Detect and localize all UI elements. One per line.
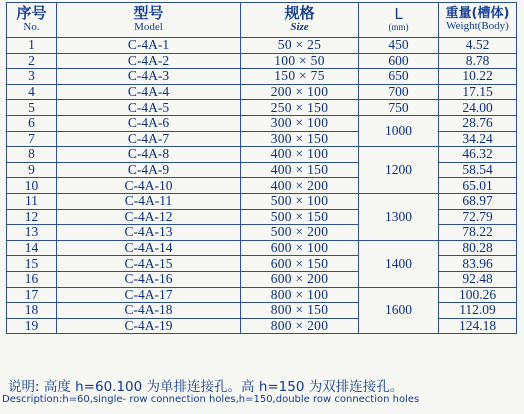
table-body — [7, 38, 517, 334]
header-length-unit: (mm) — [388, 22, 409, 33]
table-row — [7, 38, 517, 54]
table-row — [7, 178, 517, 194]
header-weight-zh: 重量(槽体) — [445, 6, 510, 22]
row-model: C-4A-17 — [57, 287, 241, 303]
header-weight-en: Weight(Body) — [446, 20, 509, 33]
header-size-en: Size — [290, 21, 309, 34]
row-size: 250 × 150 — [241, 100, 359, 116]
row-model: C-4A-10 — [57, 178, 241, 194]
row-index: 2 — [7, 53, 57, 69]
row-weight: 34.24 — [439, 131, 517, 147]
row-index: 17 — [7, 287, 57, 303]
row-size: 150 × 75 — [241, 69, 359, 85]
row-length: 700 — [359, 84, 439, 100]
row-weight: 124.18 — [439, 318, 517, 334]
table-row — [7, 147, 517, 163]
row-size: 800 × 150 — [241, 303, 359, 319]
row-size: 600 × 100 — [241, 240, 359, 256]
row-weight: 80.28 — [439, 240, 517, 256]
row-length: 450 — [359, 38, 439, 54]
row-size: 400 × 150 — [241, 162, 359, 178]
row-index: 3 — [7, 69, 57, 85]
row-index: 18 — [7, 303, 57, 319]
row-weight: 17.15 — [439, 84, 517, 100]
header-model-zh: 型号 — [133, 4, 164, 23]
row-index: 14 — [7, 240, 57, 256]
row-model: C-4A-18 — [57, 303, 241, 319]
row-weight: 4.52 — [439, 38, 517, 54]
row-model: C-4A-8 — [57, 147, 241, 163]
table-row — [7, 225, 517, 241]
header-size — [241, 3, 359, 38]
row-index: 11 — [7, 193, 57, 209]
row-size: 800 × 100 — [241, 287, 359, 303]
row-index: 15 — [7, 256, 57, 272]
row-model: C-4A-7 — [57, 131, 241, 147]
row-size: 600 × 200 — [241, 271, 359, 287]
row-size: 800 × 200 — [241, 318, 359, 334]
header-length — [359, 3, 439, 38]
row-size: 400 × 200 — [241, 178, 359, 194]
table-row — [7, 287, 517, 303]
row-model: C-4A-2 — [57, 53, 241, 69]
row-weight: 83.96 — [439, 256, 517, 272]
header-size-zh: 规格 — [284, 4, 315, 23]
row-model: C-4A-11 — [57, 193, 241, 209]
row-length: 650 — [359, 69, 439, 85]
row-weight: 24.00 — [439, 100, 517, 116]
table-row — [7, 240, 517, 256]
row-model: C-4A-9 — [57, 162, 241, 178]
row-weight: 72.79 — [439, 209, 517, 225]
table-row — [7, 69, 517, 85]
row-weight: 112.09 — [439, 303, 517, 319]
table-row — [7, 271, 517, 287]
row-index: 19 — [7, 318, 57, 334]
row-weight: 68.97 — [439, 193, 517, 209]
row-index: 10 — [7, 178, 57, 194]
table-row — [7, 318, 517, 334]
table-row — [7, 209, 517, 225]
row-index: 16 — [7, 271, 57, 287]
row-size: 500 × 200 — [241, 225, 359, 241]
row-weight: 10.22 — [439, 69, 517, 85]
row-weight: 92.48 — [439, 271, 517, 287]
row-index: 5 — [7, 100, 57, 116]
row-size: 50 × 25 — [241, 38, 359, 54]
spec-table — [6, 2, 517, 334]
table-row — [7, 115, 517, 131]
row-weight: 8.78 — [439, 53, 517, 69]
table-row — [7, 131, 517, 147]
header-index — [7, 3, 57, 38]
row-length: 1600 — [359, 287, 439, 334]
row-weight: 65.01 — [439, 178, 517, 194]
table-row — [7, 100, 517, 116]
header-index-en: No. — [23, 21, 40, 34]
header-row — [7, 3, 517, 38]
header-index-zh: 序号 — [16, 4, 47, 23]
table-row — [7, 193, 517, 209]
row-weight: 28.76 — [439, 115, 517, 131]
header-model — [57, 3, 241, 38]
row-size: 600 × 150 — [241, 256, 359, 272]
row-index: 8 — [7, 147, 57, 163]
row-length: 1000 — [359, 115, 439, 146]
row-index: 1 — [7, 38, 57, 54]
row-weight: 100.26 — [439, 287, 517, 303]
table-row — [7, 84, 517, 100]
row-size: 500 × 150 — [241, 209, 359, 225]
row-model: C-4A-16 — [57, 271, 241, 287]
row-model: C-4A-6 — [57, 115, 241, 131]
row-length: 1400 — [359, 240, 439, 287]
header-length-symbol: L — [394, 5, 403, 24]
table-row — [7, 162, 517, 178]
row-model: C-4A-19 — [57, 318, 241, 334]
row-size: 300 × 150 — [241, 131, 359, 147]
row-model: C-4A-3 — [57, 69, 241, 85]
row-size: 500 × 100 — [241, 193, 359, 209]
row-model: C-4A-4 — [57, 84, 241, 100]
row-model: C-4A-5 — [57, 100, 241, 116]
row-length: 1300 — [359, 193, 439, 240]
row-weight: 78.22 — [439, 225, 517, 241]
row-index: 9 — [7, 162, 57, 178]
row-size: 100 × 50 — [241, 53, 359, 69]
table-row — [7, 53, 517, 69]
table-row — [7, 256, 517, 272]
row-length: 1200 — [359, 147, 439, 194]
row-weight: 46.32 — [439, 147, 517, 163]
row-size: 300 × 100 — [241, 115, 359, 131]
row-model: C-4A-14 — [57, 240, 241, 256]
row-index: 7 — [7, 131, 57, 147]
row-length: 600 — [359, 53, 439, 69]
note-chinese: 说明: 高度 h=60.100 为单排连接孔。高 h=150 为双排连接孔。 — [8, 379, 404, 395]
table-header — [7, 3, 517, 38]
note-english: Description:h=60,single- row connection holes,h=150,double row connection holes — [2, 394, 420, 405]
row-index: 4 — [7, 84, 57, 100]
table-row — [7, 303, 517, 319]
header-model-en: Model — [134, 21, 163, 34]
row-model: C-4A-13 — [57, 225, 241, 241]
header-weight — [439, 3, 517, 38]
row-index: 13 — [7, 225, 57, 241]
row-index: 12 — [7, 209, 57, 225]
row-model: C-4A-15 — [57, 256, 241, 272]
row-index: 6 — [7, 115, 57, 131]
row-size: 400 × 100 — [241, 147, 359, 163]
row-length: 750 — [359, 100, 439, 116]
row-weight: 58.54 — [439, 162, 517, 178]
row-model: C-4A-1 — [57, 38, 241, 54]
row-size: 200 × 100 — [241, 84, 359, 100]
row-model: C-4A-12 — [57, 209, 241, 225]
